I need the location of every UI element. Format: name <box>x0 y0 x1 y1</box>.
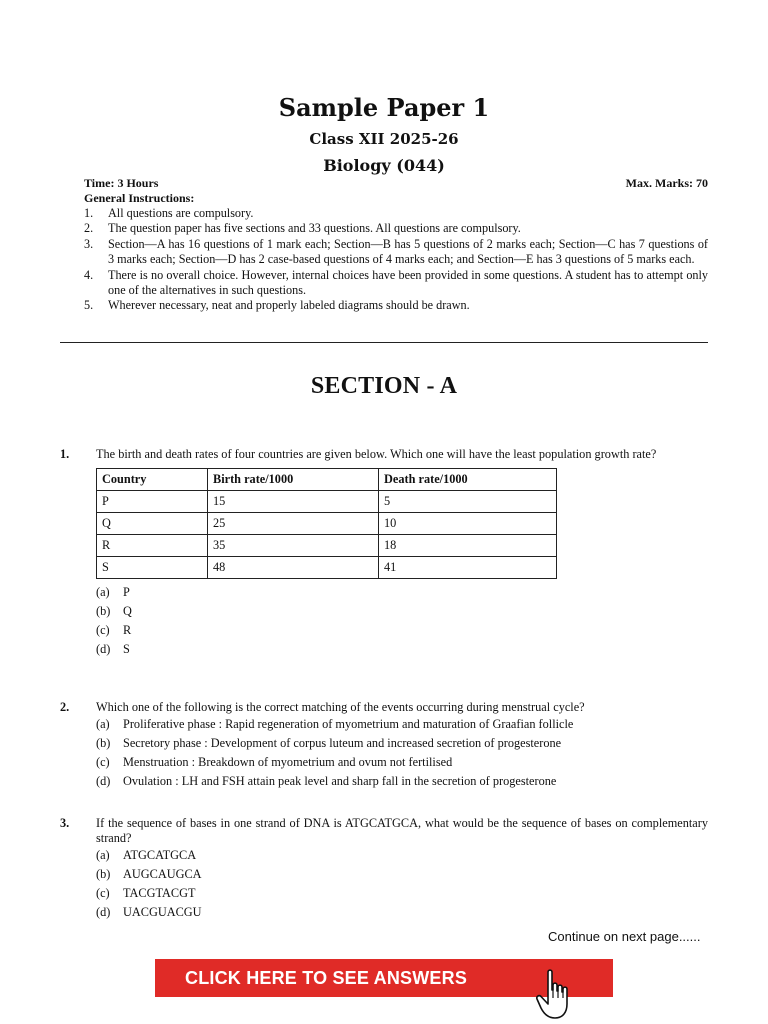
header-divider <box>60 342 708 343</box>
option-b <box>96 602 708 621</box>
option-text: Proliferative phase : Rapid regeneration of myometrium and maturation of Graafian follicle <box>123 717 574 731</box>
subject-line: Biology (044) <box>323 156 445 175</box>
option-text: TACGTACGT <box>123 886 196 900</box>
instruction-item <box>84 206 708 221</box>
birth-death-rate-table <box>96 468 557 579</box>
column-header: Death rate/1000 <box>379 469 557 491</box>
table-row <box>97 513 557 535</box>
instruction-number: 1. <box>84 206 94 220</box>
option-text: Q <box>123 604 132 618</box>
option-d <box>96 772 708 791</box>
instruction-number: 5. <box>84 298 94 313</box>
option-label: (b) <box>96 867 111 881</box>
options-list <box>96 715 708 791</box>
table-header-row <box>97 469 557 491</box>
option-text: R <box>123 623 132 637</box>
option-text: ATGCATGCA <box>123 848 197 862</box>
option-text: AUGCAUGCA <box>123 867 202 881</box>
table-cell: 48 <box>208 557 379 579</box>
question-number: 1. <box>60 447 70 461</box>
option-label: (d) <box>96 642 111 656</box>
option-label: (a) <box>96 717 110 731</box>
option-label: (a) <box>96 585 110 599</box>
table-cell: 10 <box>379 513 557 535</box>
table-cell: 25 <box>208 513 379 535</box>
table-cell: 18 <box>379 535 557 557</box>
instruction-number: 3. <box>84 236 94 251</box>
option-text: Ovulation : LH and FSH attain peak level and sharp fall in the secretion of progesterone <box>123 774 557 788</box>
instructions-heading: General Instructions: <box>84 191 195 205</box>
option-b <box>96 734 708 753</box>
instruction-number: 2. <box>84 221 94 236</box>
option-a <box>96 846 708 865</box>
option-label: (a) <box>96 848 110 862</box>
option-label: (d) <box>96 774 111 788</box>
column-header: Birth rate/1000 <box>208 469 379 491</box>
option-label: (c) <box>96 886 110 900</box>
instructions-list <box>84 206 708 314</box>
question-number: 3. <box>60 816 70 830</box>
option-c <box>96 884 708 903</box>
instruction-text: Section—A has 16 questions of 1 mark each; Section—B has 5 questions of 2 marks each; Section—C has 7 questions of 3 marks each; Section—D has 2 case-based questions of 4 marks each; and Section—E has 3 questions of 5 marks each. <box>108 236 708 267</box>
instruction-number: 4. <box>84 267 94 282</box>
option-label: (c) <box>96 755 110 769</box>
max-marks: Max. Marks: 70 <box>625 176 708 190</box>
see-answers-button-label: CLICK HERE TO SEE ANSWERS <box>185 968 468 988</box>
continue-note: Continue on next page...... <box>548 929 701 944</box>
option-text: UACGUACGU <box>123 905 202 919</box>
option-text: Secretory phase : Development of corpus luteum and increased secretion of progesterone <box>123 736 562 750</box>
options-list <box>96 583 708 659</box>
option-a <box>96 715 708 734</box>
option-text: Menstruation : Breakdown of myometrium and ovum not fertilised <box>123 755 453 769</box>
option-b <box>96 865 708 884</box>
column-header: Country <box>97 469 208 491</box>
option-d <box>96 640 708 659</box>
option-label: (d) <box>96 905 111 919</box>
table-cell: P <box>97 491 208 513</box>
table-cell: 41 <box>379 557 557 579</box>
option-c <box>96 753 708 772</box>
table-cell: 35 <box>208 535 379 557</box>
option-label: (c) <box>96 623 110 637</box>
options-list <box>96 846 708 922</box>
class-line: Class XII 2025-26 <box>309 130 459 148</box>
instruction-item <box>84 298 708 313</box>
question-1 <box>60 447 708 659</box>
time-allowed: Time: 3 Hours <box>84 176 159 190</box>
question-text: If the sequence of bases in one strand of DNA is ATGCATGCA, what would be the sequence of bases on complementary strand? <box>96 816 708 845</box>
question-number: 2. <box>60 700 70 714</box>
table-cell: Q <box>97 513 208 535</box>
table-cell: R <box>97 535 208 557</box>
instruction-text: The question paper has five sections and 33 questions. All questions are compulsory. <box>108 221 521 236</box>
question-2 <box>60 700 708 791</box>
instruction-text: There is no overall choice. However, internal choices have been provided in some questions. A student has to attempt only one of the alternatives in such questions. <box>108 267 708 298</box>
instruction-text: Wherever necessary, neat and properly labeled diagrams should be drawn. <box>108 298 470 313</box>
table-cell: 5 <box>379 491 557 513</box>
pointing-hand-icon <box>534 968 582 1022</box>
table-row <box>97 491 557 513</box>
option-a <box>96 583 708 602</box>
instruction-text: All questions are compulsory. <box>108 206 254 220</box>
option-c <box>96 621 708 640</box>
option-label: (b) <box>96 604 111 618</box>
section-title: SECTION - A <box>310 373 458 399</box>
option-label: (b) <box>96 736 111 750</box>
table-row <box>97 557 557 579</box>
option-text: S <box>123 642 130 656</box>
option-d <box>96 903 708 922</box>
option-text: P <box>123 585 130 599</box>
table-row <box>97 535 557 557</box>
question-text: Which one of the following is the correct matching of the events occurring during menstrual cycle? <box>96 700 585 714</box>
instruction-item <box>84 268 708 299</box>
instruction-item <box>84 221 708 236</box>
question-text: The birth and death rates of four countries are given below. Which one will have the least population growth rate? <box>96 447 657 461</box>
table-cell: S <box>97 557 208 579</box>
question-3 <box>60 816 708 922</box>
instruction-item <box>84 237 708 268</box>
table-cell: 15 <box>208 491 379 513</box>
paper-title: Sample Paper 1 <box>278 93 490 122</box>
